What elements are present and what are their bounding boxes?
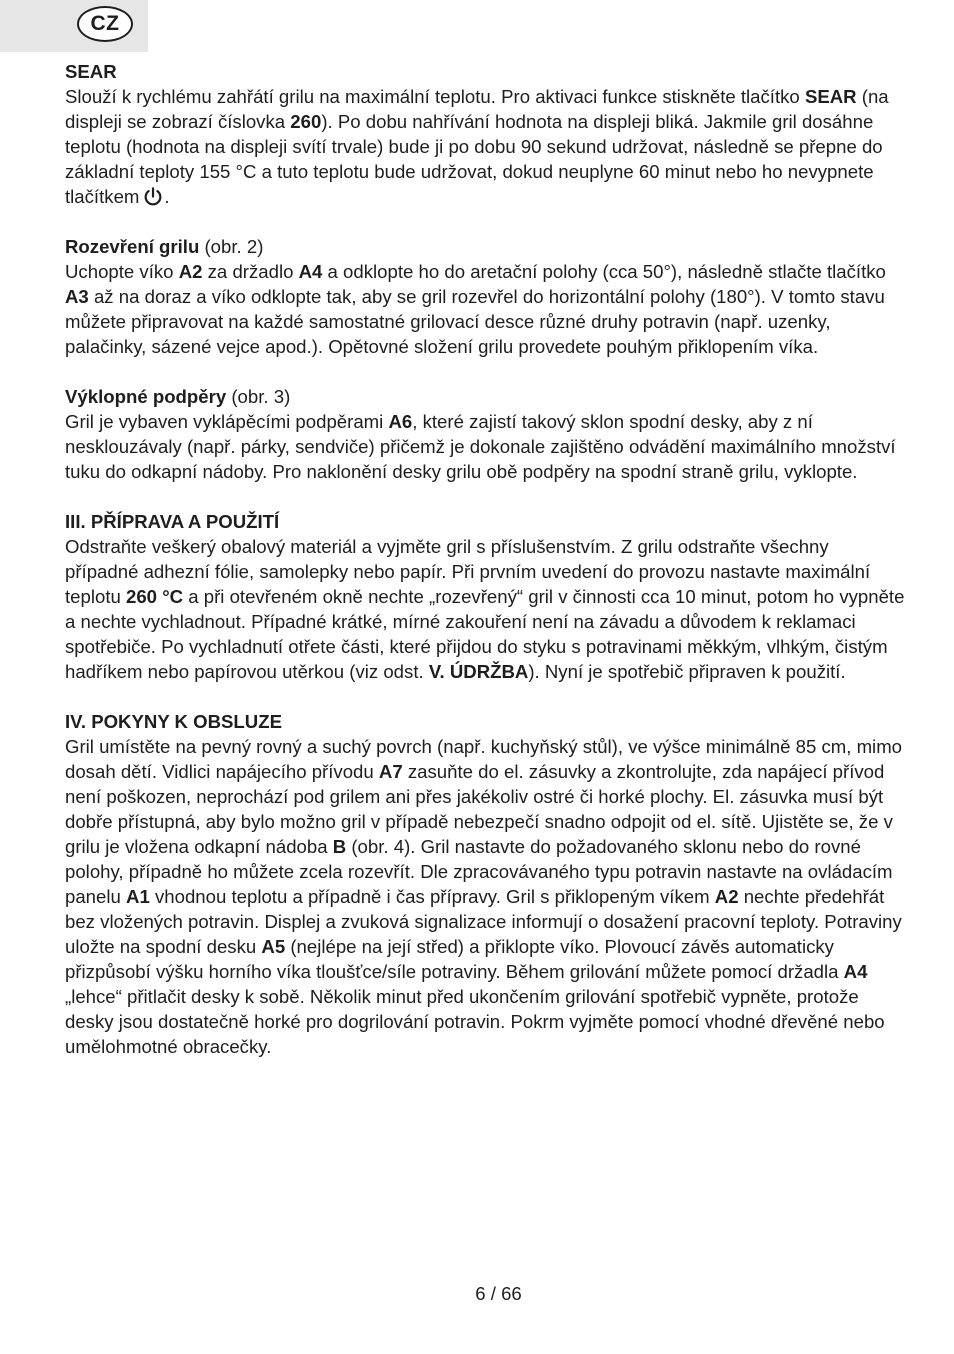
manual-content xyxy=(65,59,905,1084)
language-code: CZ xyxy=(90,12,120,35)
language-badge xyxy=(77,6,133,42)
supports-paragraph: Gril je vybaven vyklápěcími podpěrami A6, které zajistí takový sklon spodní desky, aby z ní nesklouzávaly (např. párky, sendviče) přičemž je dokonale zajištěno odvádění maximálního množství tuku do odkapní nádoby. Pro naklonění desky grilu obě podpěry na spodní straně grilu, vyklopte. xyxy=(65,411,896,482)
sear-paragraph: Slouží k rychlému zahřátí grilu na maximální teplotu. Pro aktivaci funkce stiskněte tlačítko SEAR (na displeji se zobrazí číslovka 260). Po dobu nahřívání hodnota na displeji bliká. Jakmile gril dosáhne teplotu (hodnota na displeji svítí trvale) bude ji po dobu 90 sekund udržovat, následně se přepne do základní teploty 155 °C a tuto teplotu bude udržovat, dokud neuplyne 60 minut nebo ho nevypnete tlačítkem . xyxy=(65,86,889,207)
language-tab xyxy=(0,0,148,52)
power-icon xyxy=(142,186,164,208)
section-heading-sear: SEAR xyxy=(65,61,117,82)
opening-paragraph: Uchopte víko A2 za držadlo A4 a odklopte ho do aretační polohy (cca 50°), následně stlačte tlačítko A3 až na doraz a víko odklopte tak, aby se gril rozevřel do horizontální polohy (180°). V tomto stavu můžete připravovat na každé samostatné grilovací desce různé druhy potravin (např. uzenky, palačinky, sázené vejce apod.). Opětovné složení grilu provedete pouhým přiklopením víka. xyxy=(65,261,886,357)
preparation-paragraph: Odstraňte veškerý obalový materiál a vyjměte gril s příslušenstvím. Z grilu odstraňte všechny případné adhezní fólie, samolepky nebo papír. Při prvním uvedení do provozu nastavte maximální teplotu 260 °C a při otevřeném okně nechte „rozevřený“ gril v činnosti cca 10 minut, potom ho vypněte a nechte vychladnout. Případné krátké, mírné zakouření není na závadu a důvodem k reklamaci spotřebiče. Po vychladnutí otřete části, které přijdou do styku s potravinami měkkým, vlhkým, čistým hadříkem nebo papírovou utěrkou (viz odst. V. ÚDRŽBA). Nyní je spotřebič připraven k použití. xyxy=(65,536,905,682)
section-heading-supports: Výklopné podpěry (obr. 3) xyxy=(65,386,291,407)
section-supports xyxy=(65,384,905,484)
page-number: 6 / 66 xyxy=(475,1283,522,1304)
section-preparation xyxy=(65,509,905,684)
section-grill-opening xyxy=(65,234,905,359)
section-heading-opening: Rozevření grilu (obr. 2) xyxy=(65,236,264,257)
section-sear xyxy=(65,59,905,209)
section-operation xyxy=(65,709,905,1059)
section-heading-preparation: III. PŘÍPRAVA A POUŽITÍ xyxy=(65,511,280,532)
section-heading-operation: IV. POKYNY K OBSLUZE xyxy=(65,711,282,732)
operation-paragraph: Gril umístěte na pevný rovný a suchý povrch (např. kuchyňský stůl), ve výšce minimálně 85 cm, mimo dosah dětí. Vidlici napájecího přívodu A7 zasuňte do el. zásuvky a zkontrolujte, zda napájecí přívod není poškozen, neprochází pod grilem ani přes jakékoliv ostré či horké plochy. El. zásuvka musí být dobře přístupná, aby bylo možno gril v případě nebezpečí snadno odpojit od el. sítě. Ujistěte se, že v grilu je vložena odkapní nádoba B (obr. 4). Gril nastavte do požadovaného sklonu nebo do rovné polohy, případně ho můžete zcela rozevřít. Dle zpracovávaného typu potravin nastavte na ovládacím panelu A1 vhodnou teplotu a případně i čas přípravy. Gril s přiklopeným víkem A2 nechte předehřát bez vložených potravin. Displej a zvuková signalizace informují o dosažení pracovní teploty. Potraviny uložte na spodní desku A5 (nejlépe na její střed) a přiklopte víko. Plovoucí závěs automaticky přizpůsobí výšku horního víka tloušťce/síle potraviny. Během grilování můžete pomocí držadla A4 „lehce“ přitlačit desky k sobě. Několik minut před ukončením grilování spotřebič vypněte, protože desky jsou dostatečně horké pro dogrilování potravin. Pokrm vyjměte pomocí vhodné dřevěné nebo umělohmotné obracečky. xyxy=(65,736,903,1057)
